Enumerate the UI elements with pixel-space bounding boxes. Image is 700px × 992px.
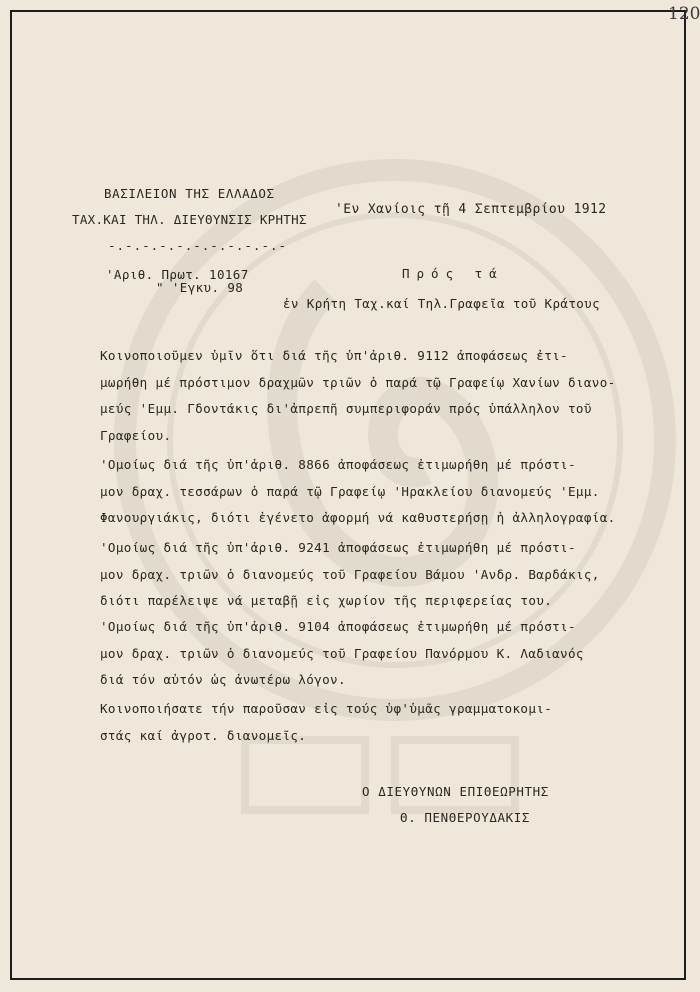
body-line: Κοινοποιοῦμεν ὑμῖν ὅτι διά τῆς ὑπ'ἀριθ. 9112 ἀποφάσεως ἐτι- <box>100 348 568 363</box>
body-line: 'Ομοίως διά τῆς ὑπ'ἀριθ. 9104 ἀποφάσεως ἐτιμωρήθη μέ πρόστι- <box>100 619 576 634</box>
protocol-number: 'Αριθ. Πρωτ. 10167 <box>106 267 249 282</box>
body-line: στάς καί ἀγροτ. διανομεῖς. <box>100 727 307 743</box>
enclosure-number: " 'Εγκυ. 98 <box>156 280 244 295</box>
body-line: Κοινοποιήσατε τήν παροῦσαν εἰς τούς ὑφ'ὑμᾶς γραμματοκομι- <box>100 701 553 716</box>
body-line: μον δραχ. τεσσάρων ὁ παρά τῷ Γραφείῳ 'Ηρακλείου διανομεύς 'Εμμ. <box>100 483 600 499</box>
body-line: μον δραχ. τριῶν ὁ διανομεύς τοῦ Γραφείου Πανόρμου Κ. Λαδιανός <box>100 645 584 661</box>
body-paragraph <box>100 452 620 532</box>
kingdom-heading: ΒΑΣΙΛΕΙΟΝ ΤΗΣ ΕΛΛΑΔΟΣ <box>104 186 275 201</box>
body-line: Γραφείου. <box>100 427 172 443</box>
body-paragraph <box>100 535 620 615</box>
body-paragraph <box>100 696 620 749</box>
recipient-pros: Πρός τά <box>402 266 504 281</box>
directorate-heading: ΤΑΧ.ΚΑΙ ΤΗΛ. ΔΙΕΥΘΥΝΣΙΣ ΚΡΗΤΗΣ <box>72 212 307 227</box>
body-line: Φανουργιάκις, διότι ἐγένετο ἀφορμή νά καθυστερήσῃ ἡ ἀλληλογραφία. <box>100 510 616 525</box>
body-line: διότι παρέλειψε νά μεταβῇ εἰς χωρίον τῆς περιφερείας του. <box>100 593 553 608</box>
signatory-name: Θ. ΠΕΝΘΕΡΟΥΔΑΚΙΣ <box>400 810 531 825</box>
body-line: μωρήθη μέ πρόστιμον δραχμῶν τριῶν ὁ παρά τῷ Γραφείῳ Χανίων διανο- <box>100 374 616 390</box>
signatory-title: Ο ΔΙΕΥΘΥΝΩΝ ΕΠΙΘΕΩΡΗΤΗΣ <box>362 784 549 799</box>
body-line: 'Ομοίως διά τῆς ὑπ'ἀριθ. 8866 ἀποφάσεως ἐτιμωρήθη μέ πρόστι- <box>100 457 576 472</box>
body-line: διά τόν αὐτόν ὡς ἀνωτέρω λόγον. <box>100 672 346 687</box>
body-paragraph <box>100 343 620 449</box>
place-date: 'Εν Χανίοις τῇ 4 Σεπτεμβρίου 1912 <box>335 202 607 217</box>
body-line: 'Ομοίως διά τῆς ὑπ'ἀριθ. 9241 ἀποφάσεως ἐτιμωρήθη μέ πρόστι- <box>100 540 576 555</box>
header-divider: -.-.-.-.-.-.-.-.-.-.- <box>108 238 288 253</box>
page-number: 120 <box>668 4 700 24</box>
body-line: μεύς 'Εμμ. Γδοντάκις δι'ἀπρεπῆ συμπεριφοράν πρός ὑπάλληλον τοῦ <box>100 401 592 416</box>
recipient-address: ἐν Κρήτη Ταχ.καί Τηλ.Γραφεῖα τοῦ Κράτους <box>283 296 601 311</box>
body-line: μον δραχ. τριῶν ὁ διανομεύς τοῦ Γραφείου Βάμου 'Ανδρ. Βαρδάκις, <box>100 566 600 582</box>
body-paragraph <box>100 614 620 694</box>
